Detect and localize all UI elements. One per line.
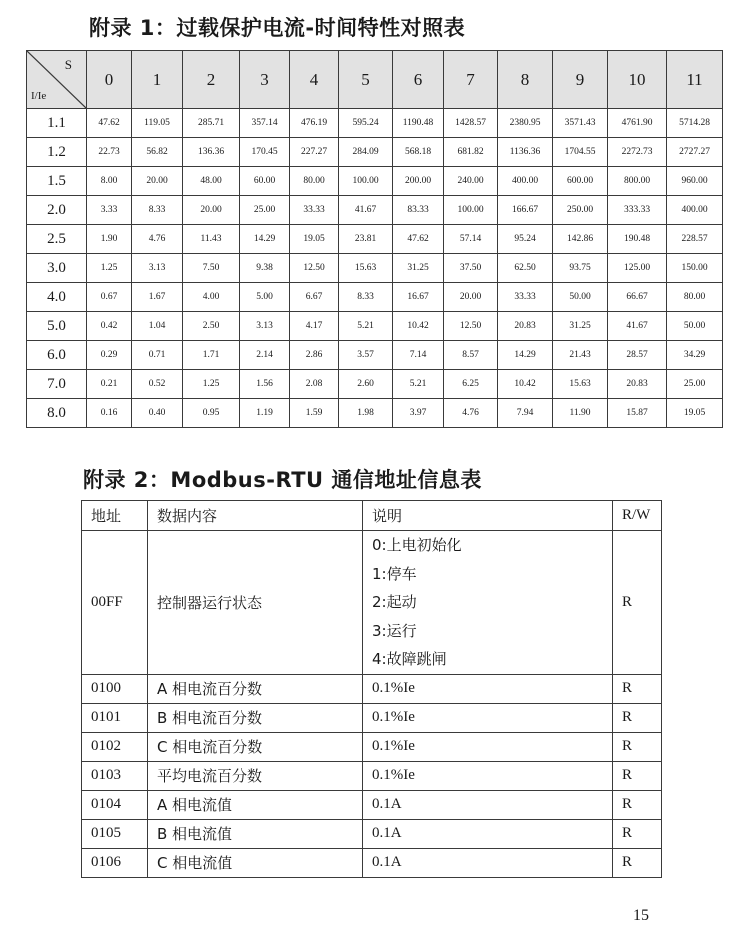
column-header: 8 (498, 51, 553, 109)
rw-cell: R (613, 732, 662, 761)
time-value-cell: 8.33 (132, 196, 183, 225)
time-value-cell: 15.63 (339, 254, 393, 283)
status-description-line: 3:运行 (372, 621, 417, 640)
time-value-cell: 10.42 (393, 312, 444, 341)
time-value-cell: 2.60 (339, 370, 393, 399)
corner-cell (27, 51, 87, 109)
time-value-cell: 7.50 (183, 254, 240, 283)
time-value-cell: 3.33 (87, 196, 132, 225)
rw-cell: R (613, 531, 662, 675)
time-value-cell: 170.45 (240, 138, 290, 167)
table-row (82, 848, 662, 877)
header-description: 说明 (363, 501, 613, 531)
corner-s-label: S (64, 57, 72, 72)
time-value-cell: 33.33 (290, 196, 339, 225)
time-value-cell: 10.42 (498, 370, 553, 399)
time-value-cell: 34.29 (667, 341, 723, 370)
table-row (82, 531, 662, 675)
time-value-cell: 2380.95 (498, 109, 553, 138)
time-value-cell: 0.52 (132, 370, 183, 399)
header-rw: R/W (613, 501, 662, 531)
time-value-cell: 15.63 (553, 370, 608, 399)
row-header-ie: 6.0 (27, 341, 87, 370)
table-row (82, 674, 662, 703)
column-header: 4 (290, 51, 339, 109)
time-value-cell: 20.83 (498, 312, 553, 341)
appendix1-title: 附录 1：过载保护电流-时间特性对照表 (89, 16, 466, 40)
time-value-cell: 7.14 (393, 341, 444, 370)
time-value-cell: 60.00 (240, 167, 290, 196)
column-header: 1 (132, 51, 183, 109)
time-value-cell: 0.67 (87, 283, 132, 312)
rw-cell: R (613, 790, 662, 819)
time-value-cell: 83.33 (393, 196, 444, 225)
row-header-ie: 1.2 (27, 138, 87, 167)
time-value-cell: 11.90 (553, 399, 608, 428)
time-value-cell: 22.73 (87, 138, 132, 167)
time-value-cell: 95.24 (498, 225, 553, 254)
address-cell: 0101 (82, 703, 148, 732)
content-cell: 平均电流百分数 (148, 761, 363, 790)
column-header: 7 (444, 51, 498, 109)
description-cell: 0.1%Ie (363, 703, 613, 732)
time-value-cell: 8.00 (87, 167, 132, 196)
time-value-cell: 48.00 (183, 167, 240, 196)
table-row (27, 254, 723, 283)
time-value-cell: 62.50 (498, 254, 553, 283)
time-value-cell: 8.57 (444, 341, 498, 370)
time-value-cell: 2.86 (290, 341, 339, 370)
time-value-cell: 150.00 (667, 254, 723, 283)
header-address: 地址 (82, 501, 148, 531)
time-value-cell: 400.00 (667, 196, 723, 225)
time-value-cell: 25.00 (667, 370, 723, 399)
time-value-cell: 9.38 (240, 254, 290, 283)
time-value-cell: 4761.90 (608, 109, 667, 138)
time-value-cell: 3.97 (393, 399, 444, 428)
status-description-line: 4:故障跳闸 (372, 650, 447, 668)
table-row (82, 703, 662, 732)
time-value-cell: 228.57 (667, 225, 723, 254)
status-description-line: 0:上电初始化 (372, 536, 462, 554)
header-content: 数据内容 (148, 501, 363, 531)
time-value-cell: 0.95 (183, 399, 240, 428)
time-value-cell: 31.25 (393, 254, 444, 283)
row-header-ie: 2.0 (27, 196, 87, 225)
time-value-cell: 0.29 (87, 341, 132, 370)
time-value-cell: 2.50 (183, 312, 240, 341)
row-header-ie: 2.5 (27, 225, 87, 254)
table-row (27, 399, 723, 428)
status-description-line: 2:起动 (372, 593, 417, 611)
time-value-cell: 80.00 (290, 167, 339, 196)
table-row (27, 341, 723, 370)
table-row (27, 196, 723, 225)
time-value-cell: 250.00 (553, 196, 608, 225)
time-value-cell: 0.16 (87, 399, 132, 428)
time-value-cell: 333.33 (608, 196, 667, 225)
time-value-cell: 1136.36 (498, 138, 553, 167)
time-value-cell: 0.71 (132, 341, 183, 370)
time-value-cell: 0.40 (132, 399, 183, 428)
time-value-cell: 20.00 (444, 283, 498, 312)
content-cell: B 相电流百分数 (148, 703, 363, 732)
time-value-cell: 80.00 (667, 283, 723, 312)
column-header: 3 (240, 51, 290, 109)
time-value-cell: 56.82 (132, 138, 183, 167)
time-value-cell: 3.13 (132, 254, 183, 283)
time-value-cell: 142.86 (553, 225, 608, 254)
time-value-cell: 2272.73 (608, 138, 667, 167)
address-cell: 0106 (82, 848, 148, 877)
time-value-cell: 47.62 (393, 225, 444, 254)
row-header-ie: 1.1 (27, 109, 87, 138)
time-value-cell: 476.19 (290, 109, 339, 138)
page-number: 15 (633, 907, 649, 924)
time-value-cell: 4.00 (183, 283, 240, 312)
address-cell: 0103 (82, 761, 148, 790)
time-value-cell: 20.00 (132, 167, 183, 196)
overload-time-table (26, 50, 723, 428)
time-value-cell: 5.00 (240, 283, 290, 312)
time-value-cell: 21.43 (553, 341, 608, 370)
row-header-ie: 5.0 (27, 312, 87, 341)
column-header: 6 (393, 51, 444, 109)
time-value-cell: 50.00 (553, 283, 608, 312)
time-value-cell: 7.94 (498, 399, 553, 428)
rw-cell: R (613, 674, 662, 703)
time-value-cell: 6.67 (290, 283, 339, 312)
time-value-cell: 595.24 (339, 109, 393, 138)
description-cell: 0.1A (363, 819, 613, 848)
time-value-cell: 1.98 (339, 399, 393, 428)
time-value-cell: 800.00 (608, 167, 667, 196)
table-row (82, 819, 662, 848)
time-value-cell: 227.27 (290, 138, 339, 167)
time-value-cell: 0.21 (87, 370, 132, 399)
time-value-cell: 12.50 (290, 254, 339, 283)
time-value-cell: 5.21 (393, 370, 444, 399)
address-cell: 0104 (82, 790, 148, 819)
time-value-cell: 960.00 (667, 167, 723, 196)
time-value-cell: 2727.27 (667, 138, 723, 167)
time-value-cell: 47.62 (87, 109, 132, 138)
time-value-cell: 240.00 (444, 167, 498, 196)
content-cell: A 相电流百分数 (148, 674, 363, 703)
time-value-cell: 19.05 (667, 399, 723, 428)
time-value-cell: 1.90 (87, 225, 132, 254)
time-value-cell: 357.14 (240, 109, 290, 138)
rw-cell: R (613, 761, 662, 790)
time-value-cell: 190.48 (608, 225, 667, 254)
time-value-cell: 166.67 (498, 196, 553, 225)
table-header-row (82, 501, 662, 531)
time-value-cell: 1428.57 (444, 109, 498, 138)
time-value-cell: 37.50 (444, 254, 498, 283)
time-value-cell: 41.67 (608, 312, 667, 341)
rw-cell: R (613, 703, 662, 732)
time-value-cell: 4.76 (132, 225, 183, 254)
time-value-cell: 1.25 (183, 370, 240, 399)
content-cell: 控制器运行状态 (148, 531, 363, 675)
time-value-cell: 0.42 (87, 312, 132, 341)
table-row (27, 312, 723, 341)
time-value-cell: 33.33 (498, 283, 553, 312)
row-header-ie: 4.0 (27, 283, 87, 312)
time-value-cell: 93.75 (553, 254, 608, 283)
content-cell: C 相电流值 (148, 848, 363, 877)
time-value-cell: 20.00 (183, 196, 240, 225)
time-value-cell: 119.05 (132, 109, 183, 138)
time-value-cell: 1190.48 (393, 109, 444, 138)
time-value-cell: 50.00 (667, 312, 723, 341)
time-value-cell: 23.81 (339, 225, 393, 254)
time-value-cell: 11.43 (183, 225, 240, 254)
row-header-ie: 8.0 (27, 399, 87, 428)
table-row (27, 370, 723, 399)
table-row (27, 225, 723, 254)
time-value-cell: 1.67 (132, 283, 183, 312)
content-cell: C 相电流百分数 (148, 732, 363, 761)
table-row (82, 732, 662, 761)
time-value-cell: 1.71 (183, 341, 240, 370)
time-value-cell: 3.57 (339, 341, 393, 370)
time-value-cell: 200.00 (393, 167, 444, 196)
row-header-ie: 7.0 (27, 370, 87, 399)
content-cell: B 相电流值 (148, 819, 363, 848)
column-header: 9 (553, 51, 608, 109)
time-value-cell: 31.25 (553, 312, 608, 341)
time-value-cell: 14.29 (240, 225, 290, 254)
description-cell: 0.1%Ie (363, 761, 613, 790)
address-cell: 0102 (82, 732, 148, 761)
time-value-cell: 400.00 (498, 167, 553, 196)
time-value-cell: 1.25 (87, 254, 132, 283)
row-header-ie: 3.0 (27, 254, 87, 283)
time-value-cell: 4.17 (290, 312, 339, 341)
time-value-cell: 600.00 (553, 167, 608, 196)
column-header: 0 (87, 51, 132, 109)
time-value-cell: 1.04 (132, 312, 183, 341)
time-value-cell: 100.00 (444, 196, 498, 225)
content-cell: A 相电流值 (148, 790, 363, 819)
address-cell: 00FF (82, 531, 148, 675)
time-value-cell: 4.76 (444, 399, 498, 428)
table-row (27, 138, 723, 167)
time-value-cell: 14.29 (498, 341, 553, 370)
time-value-cell: 3571.43 (553, 109, 608, 138)
rw-cell: R (613, 819, 662, 848)
time-value-cell: 1704.55 (553, 138, 608, 167)
time-value-cell: 136.36 (183, 138, 240, 167)
table-row (82, 790, 662, 819)
description-cell: 0.1%Ie (363, 674, 613, 703)
description-cell: 0.1%Ie (363, 732, 613, 761)
time-value-cell: 12.50 (444, 312, 498, 341)
table-row (27, 283, 723, 312)
time-value-cell: 41.67 (339, 196, 393, 225)
time-value-cell: 2.08 (290, 370, 339, 399)
time-value-cell: 1.19 (240, 399, 290, 428)
time-value-cell: 5714.28 (667, 109, 723, 138)
time-value-cell: 5.21 (339, 312, 393, 341)
corner-ie-label: I/Ie (31, 90, 47, 102)
table-row (27, 167, 723, 196)
row-header-ie: 1.5 (27, 167, 87, 196)
table-row (27, 109, 723, 138)
column-header: 2 (183, 51, 240, 109)
time-value-cell: 2.14 (240, 341, 290, 370)
time-value-cell: 1.56 (240, 370, 290, 399)
column-header: 11 (667, 51, 723, 109)
description-cell (363, 531, 613, 675)
time-value-cell: 568.18 (393, 138, 444, 167)
table-header-row (27, 51, 723, 109)
time-value-cell: 125.00 (608, 254, 667, 283)
time-value-cell: 19.05 (290, 225, 339, 254)
appendix2-title: 附录 2：Modbus-RTU 通信地址信息表 (83, 468, 482, 492)
time-value-cell: 100.00 (339, 167, 393, 196)
time-value-cell: 1.59 (290, 399, 339, 428)
time-value-cell: 28.57 (608, 341, 667, 370)
time-value-cell: 57.14 (444, 225, 498, 254)
status-description-line: 1:停车 (372, 564, 417, 583)
time-value-cell: 284.09 (339, 138, 393, 167)
time-value-cell: 15.87 (608, 399, 667, 428)
time-value-cell: 285.71 (183, 109, 240, 138)
time-value-cell: 3.13 (240, 312, 290, 341)
rw-cell: R (613, 848, 662, 877)
time-value-cell: 66.67 (608, 283, 667, 312)
time-value-cell: 6.25 (444, 370, 498, 399)
column-header: 10 (608, 51, 667, 109)
table-row (82, 761, 662, 790)
description-cell: 0.1A (363, 848, 613, 877)
address-cell: 0100 (82, 674, 148, 703)
time-value-cell: 8.33 (339, 283, 393, 312)
column-header: 5 (339, 51, 393, 109)
address-cell: 0105 (82, 819, 148, 848)
time-value-cell: 16.67 (393, 283, 444, 312)
description-cell: 0.1A (363, 790, 613, 819)
time-value-cell: 20.83 (608, 370, 667, 399)
time-value-cell: 25.00 (240, 196, 290, 225)
time-value-cell: 681.82 (444, 138, 498, 167)
modbus-address-table (81, 500, 662, 878)
